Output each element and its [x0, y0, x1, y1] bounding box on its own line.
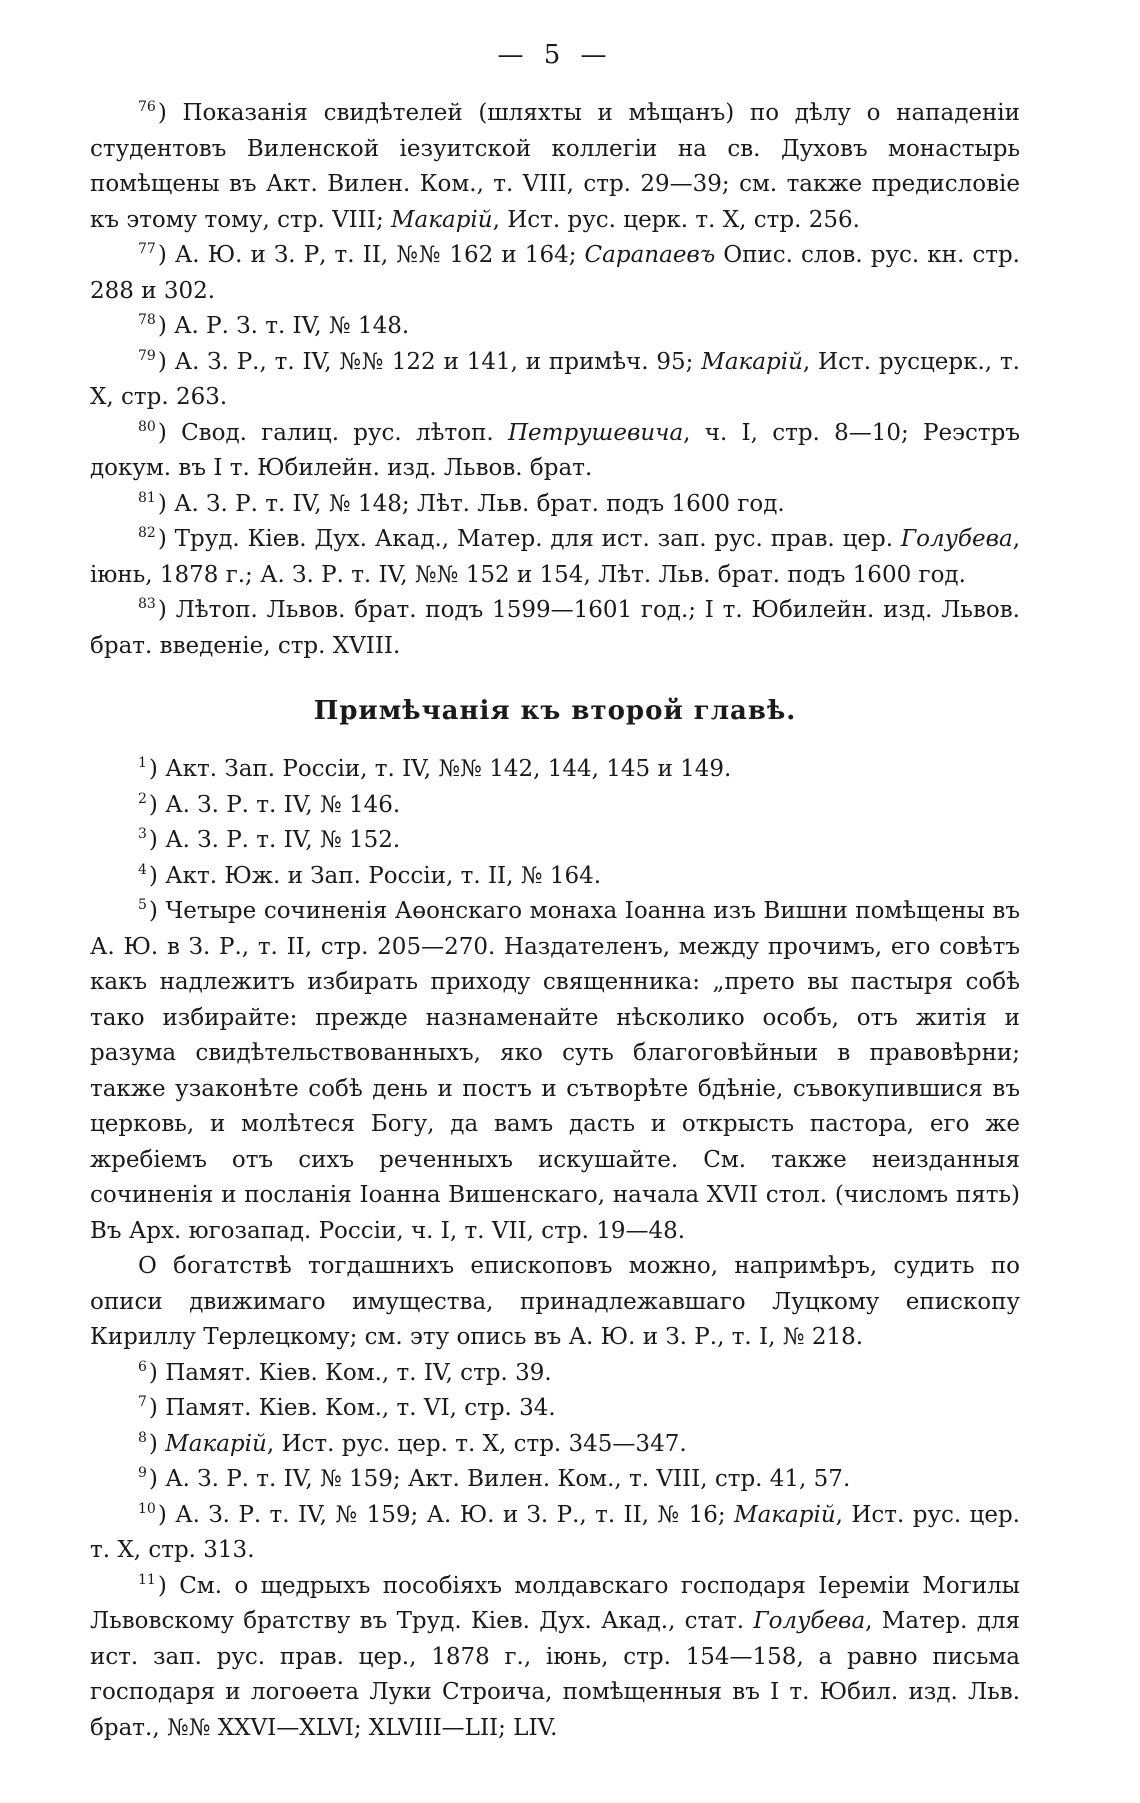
footnote-number: 82	[138, 525, 156, 542]
footnote-text: , іюнь, 1878 г.; А. З. Р. т. IV, №№ 152 и 154, Лѣт. Льв. брат. подъ 1600 год.	[90, 526, 1020, 588]
footnote-text: А. З. Р. т. IV, № 159; А. Ю. и З. Р., т. II, № 16;	[175, 1501, 735, 1528]
footnote: $^7$) Памят. Кіев. Ком., т. VI, стр. 34.	[138, 1394, 556, 1421]
footnote-number: 79	[138, 347, 156, 364]
footnote: $^2$) А. З. Р. т. IV, № 146.	[138, 790, 401, 818]
footnote: $^5$) Четыре сочиненія Аөонскаго монаха Іоанна изъ Вишни помѣщены въ А. Ю. в З. Р., т. II, стр. 205—270. Наздателенъ, между прочимъ, его совѣтъ какъ надлежитъ избирать приходу священника: „прето вы пастыря собѣ тако избирайте: прежде назнаменайте нѣсколико особъ, отъ житія и разума свидѣтельствованныхъ, яко суть благоговѣйныи в правовѣрни; также узаконѣте собѣ день и постъ и сътворѣте бдѣніе, съвокупившися въ церковь, и молѣтеся Богу, да вамъ дасть и открысть пастора, его же жребіемъ отъ сихъ реченныхъ искушайте. См. также неизданныя сочиненія и посланія Іоанна Вишенскаго, начала XVII стол. (числомъ пять) Въ Арх. югозапад. Россіи, ч. I, т. VII, стр. 19—48.	[90, 897, 1020, 1244]
footnote: $^{77}$) А. Ю. и З. Р, т. II, №№ 162 и 164; Сарапаевъ Опис. слов. рус. кн. стр. 288 и 302.	[90, 241, 1020, 304]
footnote-text: , ч. I, стр. 8—10; Реэстръ докум. въ I т. Юбилейн. изд. Львов. брат.	[90, 419, 1020, 481]
footnote-text: А. Ю. и З. Р, т. II, №№ 162 и 164;	[174, 242, 585, 268]
author-name: Макарій	[734, 1501, 836, 1528]
footnote-number: 3	[138, 826, 147, 843]
footnote-text: , Ист. рус. цер. т. X, стр. 313.	[90, 1501, 1020, 1563]
footnote-text: , Матер. для ист. зап. рус. прав. цер., 1878 г., іюнь, стр. 154—158, а равно письма господаря и логоөета Луки Строича, помѣщенныя въ I т. Юбил. изд. Льв. брат., №№ XXVI—XLVI; XLVIII—LII; LIV.	[90, 1608, 1020, 1741]
footnote-text: А. З. Р. т. IV, № 159; Акт. Вилен. Ком., т. VIII, стр. 41, 57.	[165, 1466, 851, 1492]
footnote: $^{76}$) Показанія свидѣтелей (шляхты и мѣщанъ) по дѣлу о нападеніи студентовъ Виленской іезуитской коллегіи на св. Духовъ монастырь помѣщены въ Акт. Вилен. Ком., т. VIII, стр. 29—39; см. также предисловіе къ этому тому, стр. VIII; Макарій, Ист. рус. церк. т. X, стр. 256.	[90, 99, 1020, 233]
footnote: $^{83}$) Лѣтоп. Львов. брат. подъ 1599—1601 год.; I т. Юбилейн. изд. Львов. брат. введеніе, стр. XVIII.	[90, 596, 1020, 659]
footnote-text: Труд. Кіев. Дух. Акад., Матер. для ист. зап. рус. прав. цер.	[174, 526, 901, 552]
footnote: $^1$) Акт. Зап. Россіи, т. IV, №№ 142, 144, 145 и 149.	[138, 755, 732, 782]
section-heading: Примѣчанія къ второй главѣ.	[313, 696, 797, 726]
footnote: $^3$) А. З. Р. т. IV, № 152.	[138, 826, 401, 853]
footnote: $^{81}$) А. З. Р. т. IV, № 148; Лѣт. Льв. брат. подъ 1600 год.	[138, 489, 785, 517]
footnote-text: Опис. слов. рус. кн. стр. 288 и 302.	[90, 242, 1020, 304]
footnote-number: 5	[138, 897, 147, 914]
footnote-number: 76	[138, 99, 156, 116]
footnote-number: 83	[138, 596, 156, 613]
author-name: Петрушевича	[508, 419, 684, 446]
footnote-text: Памят. Кіев. Ком., т. IV, стр. 39.	[165, 1359, 552, 1386]
footnote-text: А. З. Р. т. IV, № 148; Лѣт. Льв. брат. подъ 1600 год.	[174, 490, 785, 517]
footnote-number: 78	[138, 312, 156, 329]
footnote: $^8$) Макарій, Ист. рус. цер. т. X, стр. 345—347.	[138, 1429, 687, 1457]
footnote: $^{11}$) См. о щедрыхъ пособіяхъ молдавскаго господаря Іереміи Могилы Львовскому братству въ Труд. Кіев. Дух. Акад., стат. Голубева, Матер. для ист. зап. рус. прав. цер., 1878 г., іюнь, стр. 154—158, а равно письма господаря и логоөета Луки Строича, помѣщенныя въ I т. Юбил. изд. Льв. брат., №№ XXVI—XLVI; XLVIII—LII; LIV.	[90, 1571, 1020, 1741]
footnotes-previous-chapter	[90, 96, 1020, 664]
footnote: $^6$) Памят. Кіев. Ком., т. IV, стр. 39.	[138, 1358, 552, 1386]
footnote-text: А. З. Р. т. IV, № 152.	[165, 827, 401, 853]
footnote-number: 80	[138, 418, 156, 435]
footnote-number: 9	[138, 1465, 147, 1482]
footnote-text: Лѣтоп. Львов. брат. подъ 1599—1601 год.; I т. Юбилейн. изд. Львов. брат. введеніе, стр. XVIII.	[90, 597, 1020, 659]
footnote-number: 11	[138, 1571, 156, 1588]
footnote: $^{80}$) Свод. галиц. рус. лѣтоп. Петрушевича, ч. I, стр. 8—10; Реэстръ докум. въ I т. Юбилейн. изд. Львов. брат.	[90, 418, 1020, 481]
footnote-number: 10	[138, 1500, 156, 1517]
footnote-text: Четыре сочиненія Аөонскаго монаха Іоанна изъ Вишни помѣщены въ А. Ю. в З. Р., т. II, стр. 205—270. Наздателенъ, между прочимъ, его совѣтъ какъ надлежитъ избирать приходу священника: „прето вы пастыря собѣ тако избирайте: прежде назнаменайте нѣсколико особъ, отъ житія и разума свидѣтельствованныхъ, яко суть благоговѣйныи в правовѣрни; также узаконѣте собѣ день и постъ и сътворѣте бдѣніе, съвокупившися въ церковь, и молѣтеся Богу, да вамъ дасть и открысть пастора, его же жребіемъ отъ сихъ реченныхъ искушайте. См. также неизданныя сочиненія и посланія Іоанна Вишенскаго, начала XVII стол. (числомъ пять) Въ Арх. югозапад. Россіи, ч. I, т. VII, стр. 19—48.	[90, 898, 1020, 1244]
author-name: Голубева	[900, 526, 1013, 552]
author-name: Макарій	[165, 1430, 267, 1457]
footnote: $^{79}$) А. З. Р., т. IV, №№ 122 и 141, и примѣч. 95; Макарій, Ист. русцерк., т. X, стр. 263.	[90, 347, 1020, 410]
footnote: $^{10}$) А. З. Р. т. IV, № 159; А. Ю. и З. Р., т. II, № 16; Макарій, Ист. рус. цер. т. X, стр. 313.	[90, 1500, 1020, 1563]
footnote: $^9$) А. З. Р. т. IV, № 159; Акт. Вилен. Ком., т. VIII, стр. 41, 57.	[138, 1465, 851, 1492]
footnote-text: Акт. Зап. Россіи, т. IV, №№ 142, 144, 145 и 149.	[165, 756, 732, 782]
footnote-text: , Ист. рус. цер. т. X, стр. 345—347.	[266, 1430, 687, 1457]
page-number: — 5 —	[497, 40, 613, 70]
footnote-text: Свод. галиц. рус. лѣтоп.	[181, 419, 508, 446]
footnote-text: О богатствѣ тогдашнихъ епископовъ можно, напримѣръ, судить по описи движимаго имущества, принадлежавшаго Луцкому епископу Кириллу Терлецкому; см. эту опись въ А. Ю. и З. Р., т. I, № 218.	[90, 1253, 1020, 1350]
footnote-text: А. З. Р. т. IV, № 146.	[165, 791, 401, 818]
footnote-number: 1	[138, 755, 147, 772]
author-name: Голубева	[753, 1608, 866, 1634]
footnote-number: 81	[138, 489, 156, 506]
footnote	[90, 1249, 1020, 1356]
footnote-text: А. З. Р., т. IV, №№ 122 и 141, и примѣч. 95;	[174, 348, 702, 375]
author-name: Макарій	[391, 206, 493, 233]
footnote: $^4$) Акт. Юж. и Зап. Россіи, т. II, № 164.	[138, 861, 602, 889]
footnote-number: 6	[138, 1358, 147, 1375]
footnote-text: Акт. Юж. и Зап. Россіи, т. II, № 164.	[165, 862, 602, 889]
footnote-text: См. о щедрыхъ пособіяхъ молдавскаго господаря Іереміи Могилы Львовскому братству въ Труд. Кіев. Дух. Акад., стат.	[90, 1572, 1020, 1634]
footnote: $^{82}$) Труд. Кіев. Дух. Акад., Матер. для ист. зап. рус. прав. цер. Голубева, іюнь, 1878 г.; А. З. Р. т. IV, №№ 152 и 154, Лѣт. Льв. брат. подъ 1600 год.	[90, 525, 1020, 588]
footnote-text: А. Р. З. т. IV, № 148.	[174, 313, 410, 339]
footnote-text: Памят. Кіев. Ком., т. VI, стр. 34.	[165, 1395, 556, 1421]
footnote-number: 77	[138, 241, 156, 258]
author-name: Макарій	[701, 348, 803, 375]
document-page	[90, 40, 1020, 1746]
footnote-number: 7	[138, 1394, 147, 1411]
footnote-text: Показанія свидѣтелей (шляхты и мѣщанъ) по дѣлу о нападеніи студентовъ Виленской іезуитской коллегіи на св. Духовъ монастырь помѣщены въ Акт. Вилен. Ком., т. VIII, стр. 29—39; см. также предисловіе къ этому тому, стр. VIII;	[90, 100, 1020, 233]
footnote-number: 4	[138, 861, 147, 878]
footnote-number: 2	[138, 790, 147, 807]
author-name: Сарапаевъ	[584, 242, 716, 268]
footnotes-second-chapter	[90, 752, 1020, 1746]
footnote-number: 8	[138, 1429, 147, 1446]
footnote-text: , Ист. рус. церк. т. X, стр. 256.	[492, 206, 860, 233]
footnote-text: , Ист. русцерк., т. X, стр. 263.	[90, 348, 1020, 410]
footnote: $^{78}$) А. Р. З. т. IV, № 148.	[138, 312, 410, 339]
